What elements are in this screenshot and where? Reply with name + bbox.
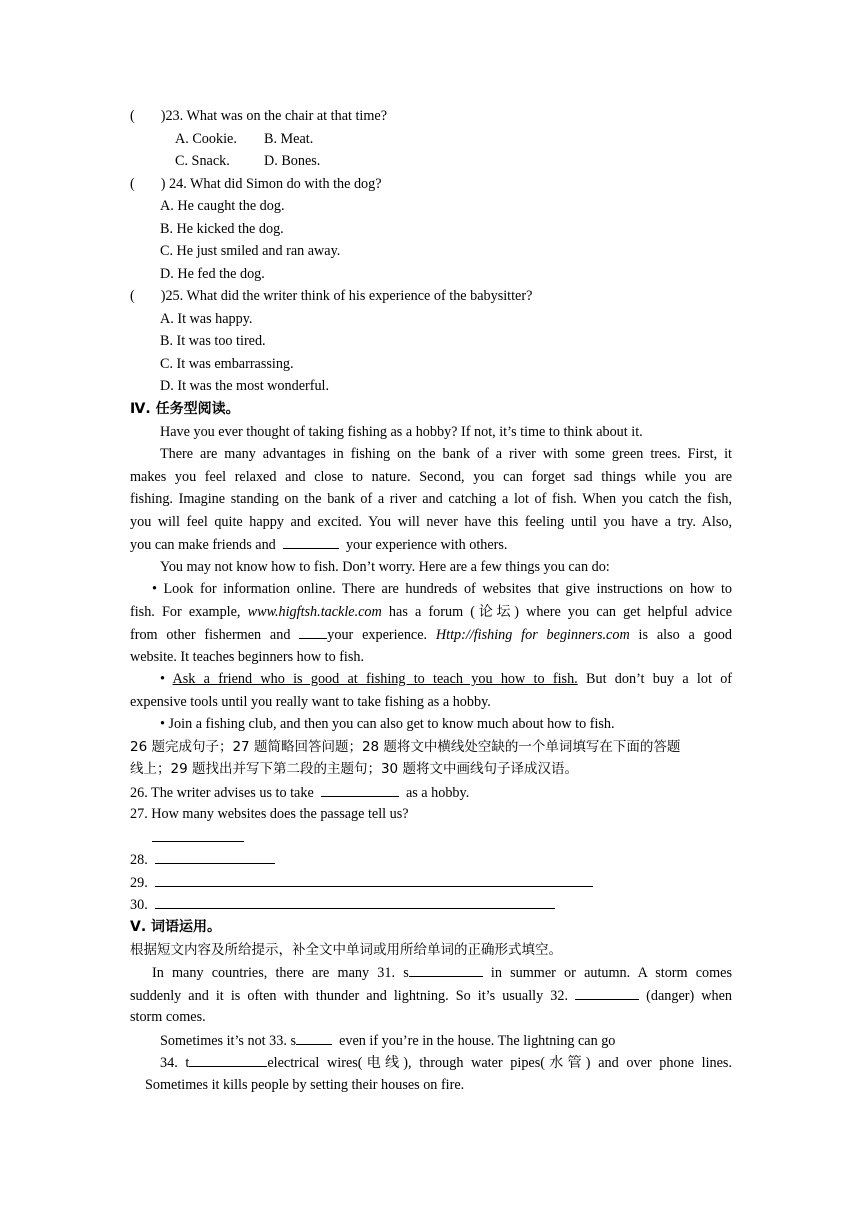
q25-option-a: A. It was happy.: [160, 311, 253, 327]
answer-blank-34[interactable]: [189, 1053, 267, 1067]
question-28: 28.: [130, 850, 275, 869]
passage-p2-line-5: you can make friends and your experience with others.: [130, 537, 508, 553]
question-25: ( )25. What did the writer think of his experience of the babysitter?: [130, 288, 533, 304]
cloze-line-2: suddenly and it is often with thunder and lightning. So it’s usually 32. (danger) when: [130, 988, 733, 1004]
q23-option-a: A. Cookie.: [175, 131, 237, 147]
cloze-line-1: In many countries, there are many 31. s in summer or autumn. A storm comes: [152, 965, 733, 981]
answer-line-30[interactable]: [155, 895, 555, 909]
answer-line-29[interactable]: [155, 873, 593, 887]
website-1: www.higftsh.tackle.com: [247, 604, 382, 620]
answer-blank-33[interactable]: [296, 1031, 332, 1045]
answer-line-28[interactable]: [155, 850, 275, 864]
underlined-sentence: Ask a friend who is good at fishing to teach you how to fish.: [172, 671, 578, 687]
question-23: ( )23. What was on the chair at that time?: [130, 108, 388, 124]
section-4-title: Ⅳ. 任务型阅读。: [130, 401, 240, 417]
instructions-line-1: 26 题完成句子；27 题简略回答问题；28 题将文中横线处空缺的一个单词填写在下面的答题: [130, 739, 681, 755]
q25-option-d: D. It was the most wonderful.: [160, 378, 330, 394]
bullet-2-line-2: expensive tools until you really want to take fishing as a hobby.: [130, 694, 491, 710]
blank-inline: [299, 625, 327, 639]
passage-p2-line-3: fishing. Imagine standing on the bank of a river and catching a lot of fish. When you catch the fish,: [130, 491, 732, 507]
passage-paragraph-3: You may not know how to fish. Don’t worry. Here are a few things you can do:: [160, 559, 610, 575]
bullet-1-line-2: fish. For example, www.higftsh.tackle.com has a forum (论坛) where you can get helpful advice: [130, 604, 733, 620]
question-30: 30.: [130, 895, 555, 914]
cloze-line-4: Sometimes it’s not 33. s even if you’re in the house. The lightning can go: [160, 1033, 616, 1049]
q23-option-b: B. Meat.: [264, 131, 314, 147]
cloze-line-5: 34. t electrical wires(电线), through water pipes(水管) and over phone lines.: [160, 1055, 732, 1071]
question-24: ( ) 24. What did Simon do with the dog?: [130, 176, 382, 192]
instructions-line-2: 线上；29 题找出并写下第二段的主题句；30 题将文中画线句子译成汉语。: [130, 761, 578, 777]
q23-option-c: C. Snack.: [175, 153, 230, 169]
question-26: 26. The writer advises us to take as a hobby.: [130, 785, 470, 801]
cloze-line-3: storm comes.: [130, 1009, 206, 1025]
section-5-title: Ⅴ. 词语运用。: [130, 919, 222, 935]
passage-p2-line-1: There are many advantages in fishing on the bank of a river with some green trees. First, it: [160, 446, 732, 462]
q23-option-d: D. Bones.: [264, 153, 321, 169]
answer-blank-32[interactable]: [575, 986, 639, 1000]
q25-option-b: B. It was too tired.: [160, 333, 266, 349]
bullet-1-line-1: • Look for information online. There are hundreds of websites that give instructions on how to: [152, 581, 732, 597]
answer-blank-31[interactable]: [409, 963, 483, 977]
bullet-3: • Join a fishing club, and then you can also get to know much about how to fish.: [160, 716, 615, 732]
passage-p2-line-4: you will feel quite happy and excited. You will never have this feeling until you have a try. Also,: [130, 514, 732, 530]
question-27: 27. How many websites does the passage tell us?: [130, 806, 409, 822]
q24-option-a: A. He caught the dog.: [160, 198, 285, 214]
bullet-1-line-3: from other fishermen and your experience. Http://fishing for beginners.com is also a good: [130, 627, 732, 643]
passage-paragraph-1: Have you ever thought of taking fishing as a hobby? If not, it’s time to think about it.: [160, 424, 643, 440]
blank-28: [283, 535, 339, 549]
q24-option-c: C. He just smiled and ran away.: [160, 243, 341, 259]
section-5-instructions: 根据短文内容及所给提示，补全文中单词或用所给单词的正确形式填空。: [130, 942, 562, 958]
website-2: Http://fishing for beginners.com: [435, 627, 630, 643]
question-29: 29.: [130, 873, 593, 892]
answer-line-26[interactable]: [321, 783, 399, 797]
bullet-2-line-1: • Ask a friend who is good at fishing to teach you how to fish. But don’t buy a lot of: [160, 671, 733, 687]
q25-option-c: C. It was embarrassing.: [160, 356, 294, 372]
q24-option-b: B. He kicked the dog.: [160, 221, 284, 237]
cloze-line-6: Sometimes it kills people by setting their houses on fire.: [145, 1077, 465, 1093]
passage-p2-line-2: makes you feel relaxed and close to nature. Second, you can forget sad things while you are: [130, 469, 732, 485]
answer-line-27[interactable]: [152, 828, 244, 842]
q24-option-d: D. He fed the dog.: [160, 266, 265, 282]
bullet-1-line-4: website. It teaches beginners how to fish.: [130, 649, 365, 665]
